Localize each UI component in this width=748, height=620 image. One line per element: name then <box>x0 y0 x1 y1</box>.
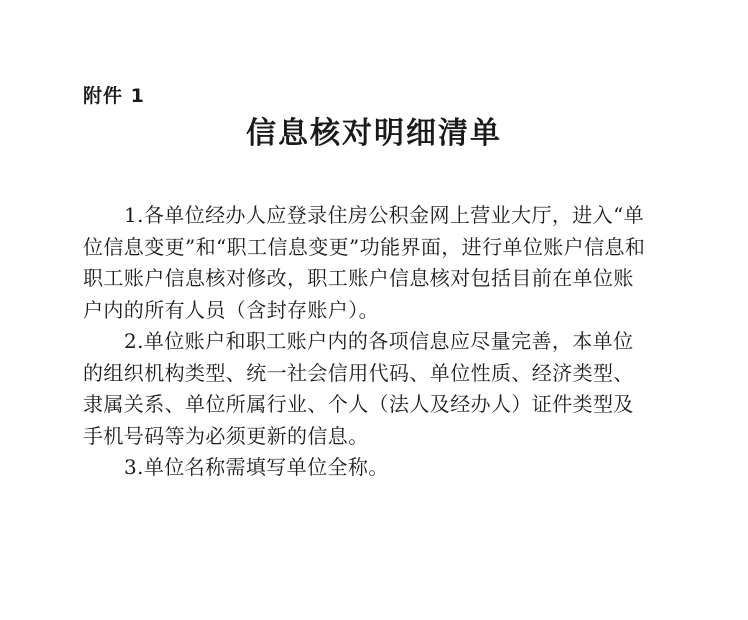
document-body <box>83 200 688 484</box>
paragraph-3 <box>83 452 688 484</box>
paragraph-line: 3.单位名称需填写单位全称。 <box>124 455 389 479</box>
paragraph-line: 手机号码等为必须更新的信息。 <box>83 423 369 448</box>
paragraph-line: 2.单位账户和职工账户内的各项信息应尽量完善，本单位 <box>124 329 634 353</box>
paragraph-1 <box>83 200 688 326</box>
paragraph-line: 的组织机构类型、统一社会信用代码、单位性质、经济类型、 <box>83 360 634 385</box>
paragraph-line: 隶属关系、单位所属行业、个人（法人及经办人）证件类型及 <box>83 392 634 416</box>
paragraph-line: 职工账户信息核对修改，职工账户信息核对包括目前在单位账 <box>83 266 634 290</box>
paragraph-line: 1.各单位经办人应登录住房公积金网上营业大厅，进入“单 <box>124 203 645 227</box>
paragraph-2 <box>83 326 688 452</box>
paragraph-line: 位信息变更”和“职工信息变更”功能界面，进行单位账户信息和 <box>83 234 646 259</box>
attachment-label: 附件 1 <box>83 85 145 107</box>
document-title: 信息核对明细清单 <box>246 116 502 151</box>
paragraph-line: 户内的所有人员（含封存账户）。 <box>83 297 379 322</box>
